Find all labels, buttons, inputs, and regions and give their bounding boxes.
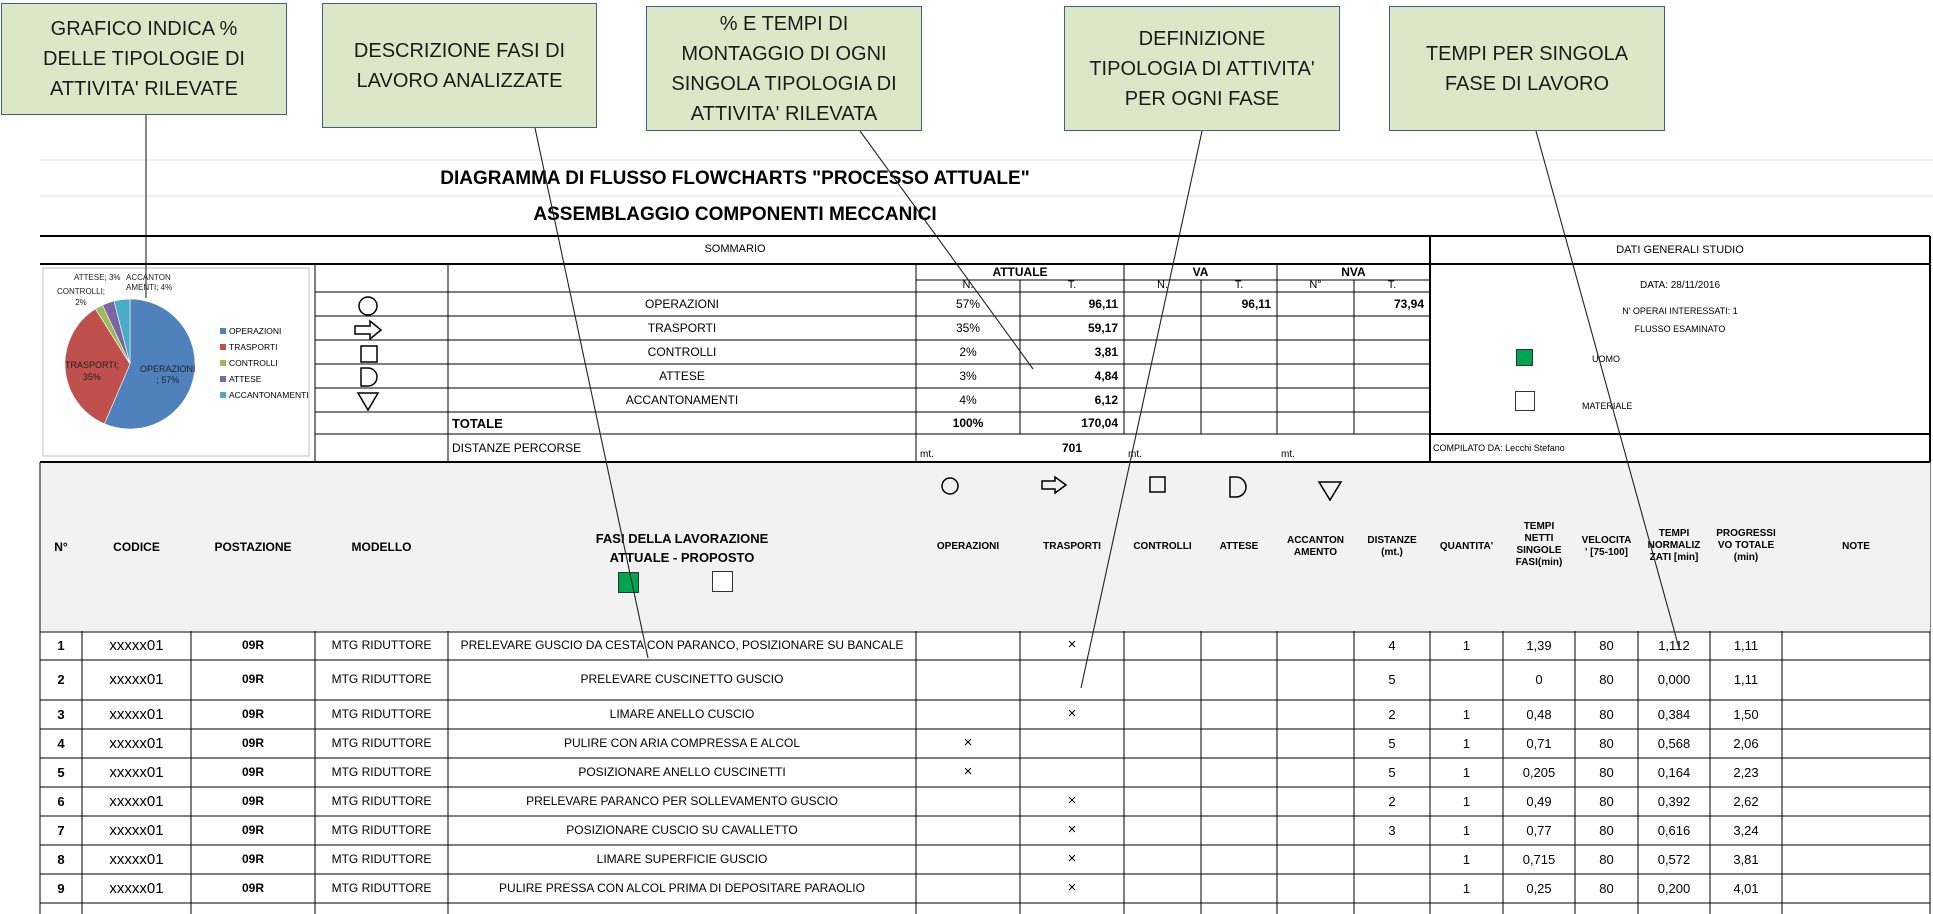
cell-prog: 2,23 (1733, 764, 1759, 780)
legend-item (220, 387, 309, 403)
cell-fase: POSIZIONARE CUSCIO SU CAVALLETTO (566, 822, 798, 837)
cell-fase: LIMARE ANELLO CUSCIO (609, 706, 755, 721)
totale-label: TOTALE (452, 416, 503, 431)
cell-tn: 0,48 (1526, 706, 1552, 722)
sommario-row-pct: 57% (955, 297, 981, 311)
cell-postazione: 09R (241, 851, 264, 866)
cell-modello: MTG RIDUTTORE (331, 735, 432, 750)
cell-modello: MTG RIDUTTORE (331, 880, 432, 895)
cell-dist: 2 (1388, 793, 1396, 809)
sommario-row-label: OPERAZIONI (644, 297, 719, 311)
callout-tempi-montaggio: % E TEMPI DI MONTAGGIO DI OGNI SINGOLA TIPOLOGIA DI ATTIVITA' RILEVATA (646, 6, 922, 131)
cell-fase: POSIZIONARE ANELLO CUSCINETTI (578, 764, 786, 779)
cell-qta: 1 (1462, 735, 1471, 751)
cell-dist: 4 (1388, 638, 1396, 653)
sommario-row-label: TRASPORTI (647, 321, 717, 335)
page-subtitle: ASSEMBLAGGIO COMPONENTI MECCANICI (533, 204, 937, 225)
totale-pct: 100% (952, 416, 984, 430)
attuale-label: ATTUALE (992, 265, 1048, 279)
col-trasporti: TRASPORTI (1043, 541, 1101, 552)
sommario-row-nva-t: 73,94 (1393, 297, 1424, 311)
va-t-label: T. (1234, 279, 1244, 291)
cell-tr: × (1067, 791, 1077, 809)
cell-postazione: 09R (241, 706, 264, 721)
cell-vel: 80 (1599, 706, 1614, 722)
cell-tn: 0,25 (1526, 880, 1552, 896)
totale-t: 170,04 (1081, 416, 1118, 430)
col-tempi-norm: TEMPI NORMALIZ ZATI [min] (1647, 528, 1701, 563)
proposto-white-square (712, 571, 733, 592)
cell-tr: × (1067, 849, 1077, 867)
legend-label: CONTROLLI (229, 358, 278, 368)
cell-modello: MTG RIDUTTORE (331, 793, 432, 808)
cell-n: 9 (57, 880, 65, 896)
cell-tr: × (1067, 704, 1077, 722)
pie-label-operazioni: OPERAZIONI ; 57% (140, 364, 196, 385)
cell-modello: MTG RIDUTTORE (331, 764, 432, 779)
legend-label: ACCANTONAMENTI (229, 390, 309, 400)
cell-tnorm: 0,384 (1657, 706, 1691, 722)
col-fasi-sub: ATTUALE - PROPOSTO (609, 550, 755, 565)
sommario-row-t: 6,12 (1094, 393, 1118, 407)
sommario-row-t: 4,84 (1094, 369, 1118, 383)
va-label: VA (1192, 265, 1209, 279)
cell-n: 1 (57, 638, 65, 653)
cell-tn: 1,39 (1526, 638, 1552, 653)
cell-n: 3 (57, 706, 65, 722)
legend-swatch (220, 344, 226, 350)
sommario-row-va-t: 96,11 (1241, 297, 1271, 311)
distanze-unit-2: mt. (1128, 449, 1142, 460)
cell-vel: 80 (1599, 851, 1614, 867)
distanze-unit-3: mt. (1281, 449, 1295, 460)
sommario-row-label: ATTESE (659, 369, 705, 383)
col-velocita: VELOCITA ' [75-100] (1581, 535, 1632, 558)
sommario-row-pct: 2% (959, 345, 977, 359)
page-title: DIAGRAMMA DI FLUSSO FLOWCHARTS "PROCESSO ATTUALE" (440, 168, 1030, 189)
cell-qta: 1 (1462, 706, 1471, 722)
cell-op: × (963, 733, 973, 751)
pie-legend (220, 323, 309, 403)
cell-n: 6 (57, 793, 65, 809)
attese-d-icon (1227, 475, 1249, 499)
cell-tnorm: 1,112 (1658, 638, 1690, 653)
sommario-row-pct: 4% (959, 393, 977, 407)
cell-n: 8 (57, 851, 65, 867)
triangle-down-icon (355, 390, 381, 412)
cell-codice: xxxxx01 (109, 734, 164, 752)
legend-label: ATTESE (229, 374, 262, 384)
cell-vel: 80 (1599, 822, 1614, 838)
nva-n-label: N° (1309, 279, 1322, 291)
pie-label-attese: ATTESE; 3% (74, 273, 121, 282)
col-n: N° (54, 539, 68, 554)
sommario-row-t: 59,17 (1087, 321, 1118, 335)
va-n-label: N. (1157, 279, 1168, 291)
col-operazioni: OPERAZIONI (936, 541, 1000, 552)
cell-modello: MTG RIDUTTORE (331, 638, 432, 652)
cell-dist: 5 (1388, 672, 1396, 687)
col-fasi: FASI DELLA LAVORAZIONE (595, 531, 769, 546)
dati-generali-label: DATI GENERALI STUDIO (1616, 244, 1744, 256)
cell-tn: 0,49 (1526, 793, 1552, 809)
circle-icon (355, 295, 381, 317)
cell-prog: 3,81 (1733, 851, 1759, 867)
cell-prog: 2,62 (1733, 793, 1759, 809)
cell-qta: 1 (1462, 880, 1471, 896)
cell-prog: 1,11 (1733, 638, 1759, 653)
nva-t-label: T. (1387, 279, 1397, 291)
sommario-row-pct: 35% (955, 321, 981, 335)
sommario-label: SOMMARIO (704, 243, 766, 255)
col-distanze: DISTANZE (mt.) (1367, 535, 1417, 558)
cell-postazione: 09R (241, 764, 264, 779)
cell-vel: 80 (1599, 880, 1614, 896)
cell-dist: 2 (1388, 706, 1396, 722)
cell-qta: 1 (1462, 822, 1471, 838)
dati-operai: N' OPERAI INTERESSATI: 1 (1622, 306, 1738, 316)
cell-codice: xxxxx01 (109, 671, 164, 688)
legend-swatch (220, 392, 226, 398)
col-note: NOTE (1842, 541, 1870, 552)
cell-prog: 1,50 (1733, 706, 1759, 722)
cell-tnorm: 0,164 (1657, 764, 1691, 780)
cell-vel: 80 (1599, 735, 1614, 751)
cell-postazione: 09R (241, 672, 264, 686)
col-codice: CODICE (113, 539, 160, 554)
cell-vel: 80 (1599, 638, 1614, 653)
sommario-row-label: CONTROLLI (647, 345, 717, 359)
cell-fase: PULIRE PRESSA CON ALCOL PRIMA DI DEPOSITARE PARAOLIO (499, 880, 865, 895)
cell-prog: 3,24 (1733, 822, 1759, 838)
square-icon (358, 343, 380, 365)
cell-postazione: 09R (241, 793, 264, 808)
cell-qta: 1 (1462, 764, 1471, 780)
cell-tnorm: 0,200 (1657, 880, 1691, 896)
attuale-n-label: N. (962, 279, 974, 291)
cell-qta: 1 (1462, 793, 1471, 809)
col-attese: ATTESE (1219, 541, 1259, 552)
compilato-label: COMPILATO DA: Lecchi Stefano (1433, 443, 1565, 453)
cell-n: 7 (57, 822, 65, 838)
cell-modello: MTG RIDUTTORE (331, 851, 432, 866)
cell-tr: × (1067, 636, 1077, 653)
cell-prog: 2,06 (1733, 735, 1759, 751)
col-postazione: POSTAZIONE (214, 539, 292, 554)
cell-tn: 0,205 (1522, 764, 1556, 780)
nva-label: NVA (1341, 265, 1366, 279)
legend-swatch (220, 328, 226, 334)
cell-dist: 5 (1388, 735, 1396, 751)
distanze-label: DISTANZE PERCORSE (452, 441, 582, 455)
cell-dist: 5 (1388, 764, 1396, 780)
col-accantonamento: ACCANTON AMENTO (1286, 535, 1345, 558)
d-shape-icon (358, 366, 380, 388)
cell-n: 5 (57, 764, 65, 780)
distanze-unit-1: mt. (920, 449, 934, 460)
cell-codice: xxxxx01 (109, 850, 164, 868)
cell-modello: MTG RIDUTTORE (331, 706, 432, 721)
cell-fase: LIMARE SUPERFICIE GUSCIO (596, 851, 768, 866)
dati-data: DATA: 28/11/2016 (1639, 280, 1721, 291)
pie-label-trasporti: TRASPORTI; 35% (65, 360, 119, 382)
callout-definizione-tipologia: DEFINIZIONE TIPOLOGIA DI ATTIVITA' PER OGNI FASE (1064, 6, 1340, 131)
cell-qta: 1 (1462, 638, 1471, 653)
trasporti-arrow-icon (1040, 475, 1068, 495)
cell-tnorm: 0,392 (1657, 793, 1691, 809)
legend-label: OPERAZIONI (229, 326, 282, 336)
legend-swatch (220, 360, 226, 366)
sommario-row-pct: 3% (959, 369, 977, 383)
cell-tn: 0,715 (1522, 851, 1556, 867)
pie-label-accantonamenti: ACCANTON AMENTI; 4% (126, 273, 173, 292)
col-controlli: CONTROLLI (1133, 541, 1192, 552)
cell-prog: 4,01 (1733, 880, 1759, 896)
legend-label: TRASPORTI (229, 342, 278, 352)
sommario-row-t: 3,81 (1094, 345, 1118, 359)
col-tempi-netti: TEMPI NETTI SINGOLE FASI(min) (1515, 521, 1563, 568)
cell-n: 2 (57, 672, 65, 687)
cell-fase: PRELEVARE PARANCO PER SOLLEVAMENTO GUSCIO (526, 793, 838, 808)
cell-vel: 80 (1599, 793, 1614, 809)
cell-tn: 0 (1535, 672, 1543, 687)
cell-op: × (963, 762, 973, 780)
col-modello: MODELLO (351, 539, 412, 554)
cell-postazione: 09R (241, 735, 264, 750)
cell-tnorm: 0,616 (1657, 822, 1691, 838)
cell-fase: PRELEVARE GUSCIO DA CESTA CON PARANCO, POSIZIONARE SU BANCALE (460, 638, 904, 652)
cell-qta: 1 (1462, 851, 1471, 867)
cell-codice: xxxxx01 (109, 705, 164, 723)
cell-fase: PULIRE CON ARIA COMPRESSA E ALCOL (563, 735, 801, 750)
cell-tr: × (1067, 820, 1077, 838)
legend-item (220, 371, 309, 387)
materiale-square (1515, 391, 1535, 411)
cell-fase: PRELEVARE CUSCINETTO GUSCIO (580, 672, 784, 686)
controlli-square-icon (1148, 475, 1168, 495)
pie-label-controlli: CONTROLLI; 2% (57, 287, 106, 307)
dati-flusso: FLUSSO ESAMINATO (1634, 324, 1726, 334)
cell-modello: MTG RIDUTTORE (331, 672, 432, 686)
cell-tn: 0,77 (1526, 822, 1552, 838)
attuale-t-label: T. (1067, 279, 1077, 291)
callout-grafico: GRAFICO INDICA % DELLE TIPOLOGIE DI ATTIVITA' RILEVATE (1, 3, 287, 115)
cell-postazione: 09R (241, 638, 264, 652)
col-progressivo: PROGRESSI VO TOTALE (min) (1716, 528, 1776, 563)
cell-tnorm: 0,000 (1657, 672, 1691, 687)
cell-prog: 1,11 (1733, 672, 1759, 687)
legend-swatch (220, 376, 226, 382)
cell-codice: xxxxx01 (109, 637, 164, 654)
cell-modello: MTG RIDUTTORE (331, 822, 432, 837)
materiale-label: MATERIALE (1582, 401, 1633, 411)
callout-descrizione-fasi: DESCRIZIONE FASI DI LAVORO ANALIZZATE (322, 3, 597, 128)
cell-n: 4 (57, 735, 65, 751)
sommario-row-t: 96,11 (1088, 297, 1118, 311)
legend-item (220, 323, 309, 339)
callout-tempi-fase: TEMPI PER SINGOLA FASE DI LAVORO (1389, 6, 1665, 131)
cell-codice: xxxxx01 (109, 792, 164, 810)
cell-tnorm: 0,572 (1657, 851, 1691, 867)
col-quantita: QUANTITA' (1439, 541, 1494, 552)
cell-postazione: 09R (241, 822, 264, 837)
uomo-square (1516, 349, 1533, 366)
cell-codice: xxxxx01 (109, 879, 164, 897)
cell-tn: 0,71 (1526, 735, 1552, 751)
cell-tr: × (1067, 878, 1077, 896)
cell-codice: xxxxx01 (109, 821, 164, 839)
distanze-value: 701 (1061, 441, 1083, 455)
sommario-row-label: ACCANTONAMENTI (625, 393, 739, 407)
legend-item (220, 339, 309, 355)
arrow-right-icon (353, 319, 383, 341)
legend-item (220, 355, 309, 371)
accantonamento-triangle-icon (1317, 479, 1343, 503)
operazioni-circle-icon (939, 475, 961, 497)
attuale-green-square (618, 572, 639, 593)
cell-vel: 80 (1599, 672, 1614, 687)
uomo-label: UOMO (1592, 354, 1620, 364)
cell-tnorm: 0,568 (1657, 735, 1691, 751)
cell-vel: 80 (1599, 764, 1614, 780)
cell-dist: 3 (1388, 822, 1396, 838)
cell-postazione: 09R (241, 880, 264, 895)
cell-codice: xxxxx01 (109, 763, 164, 781)
